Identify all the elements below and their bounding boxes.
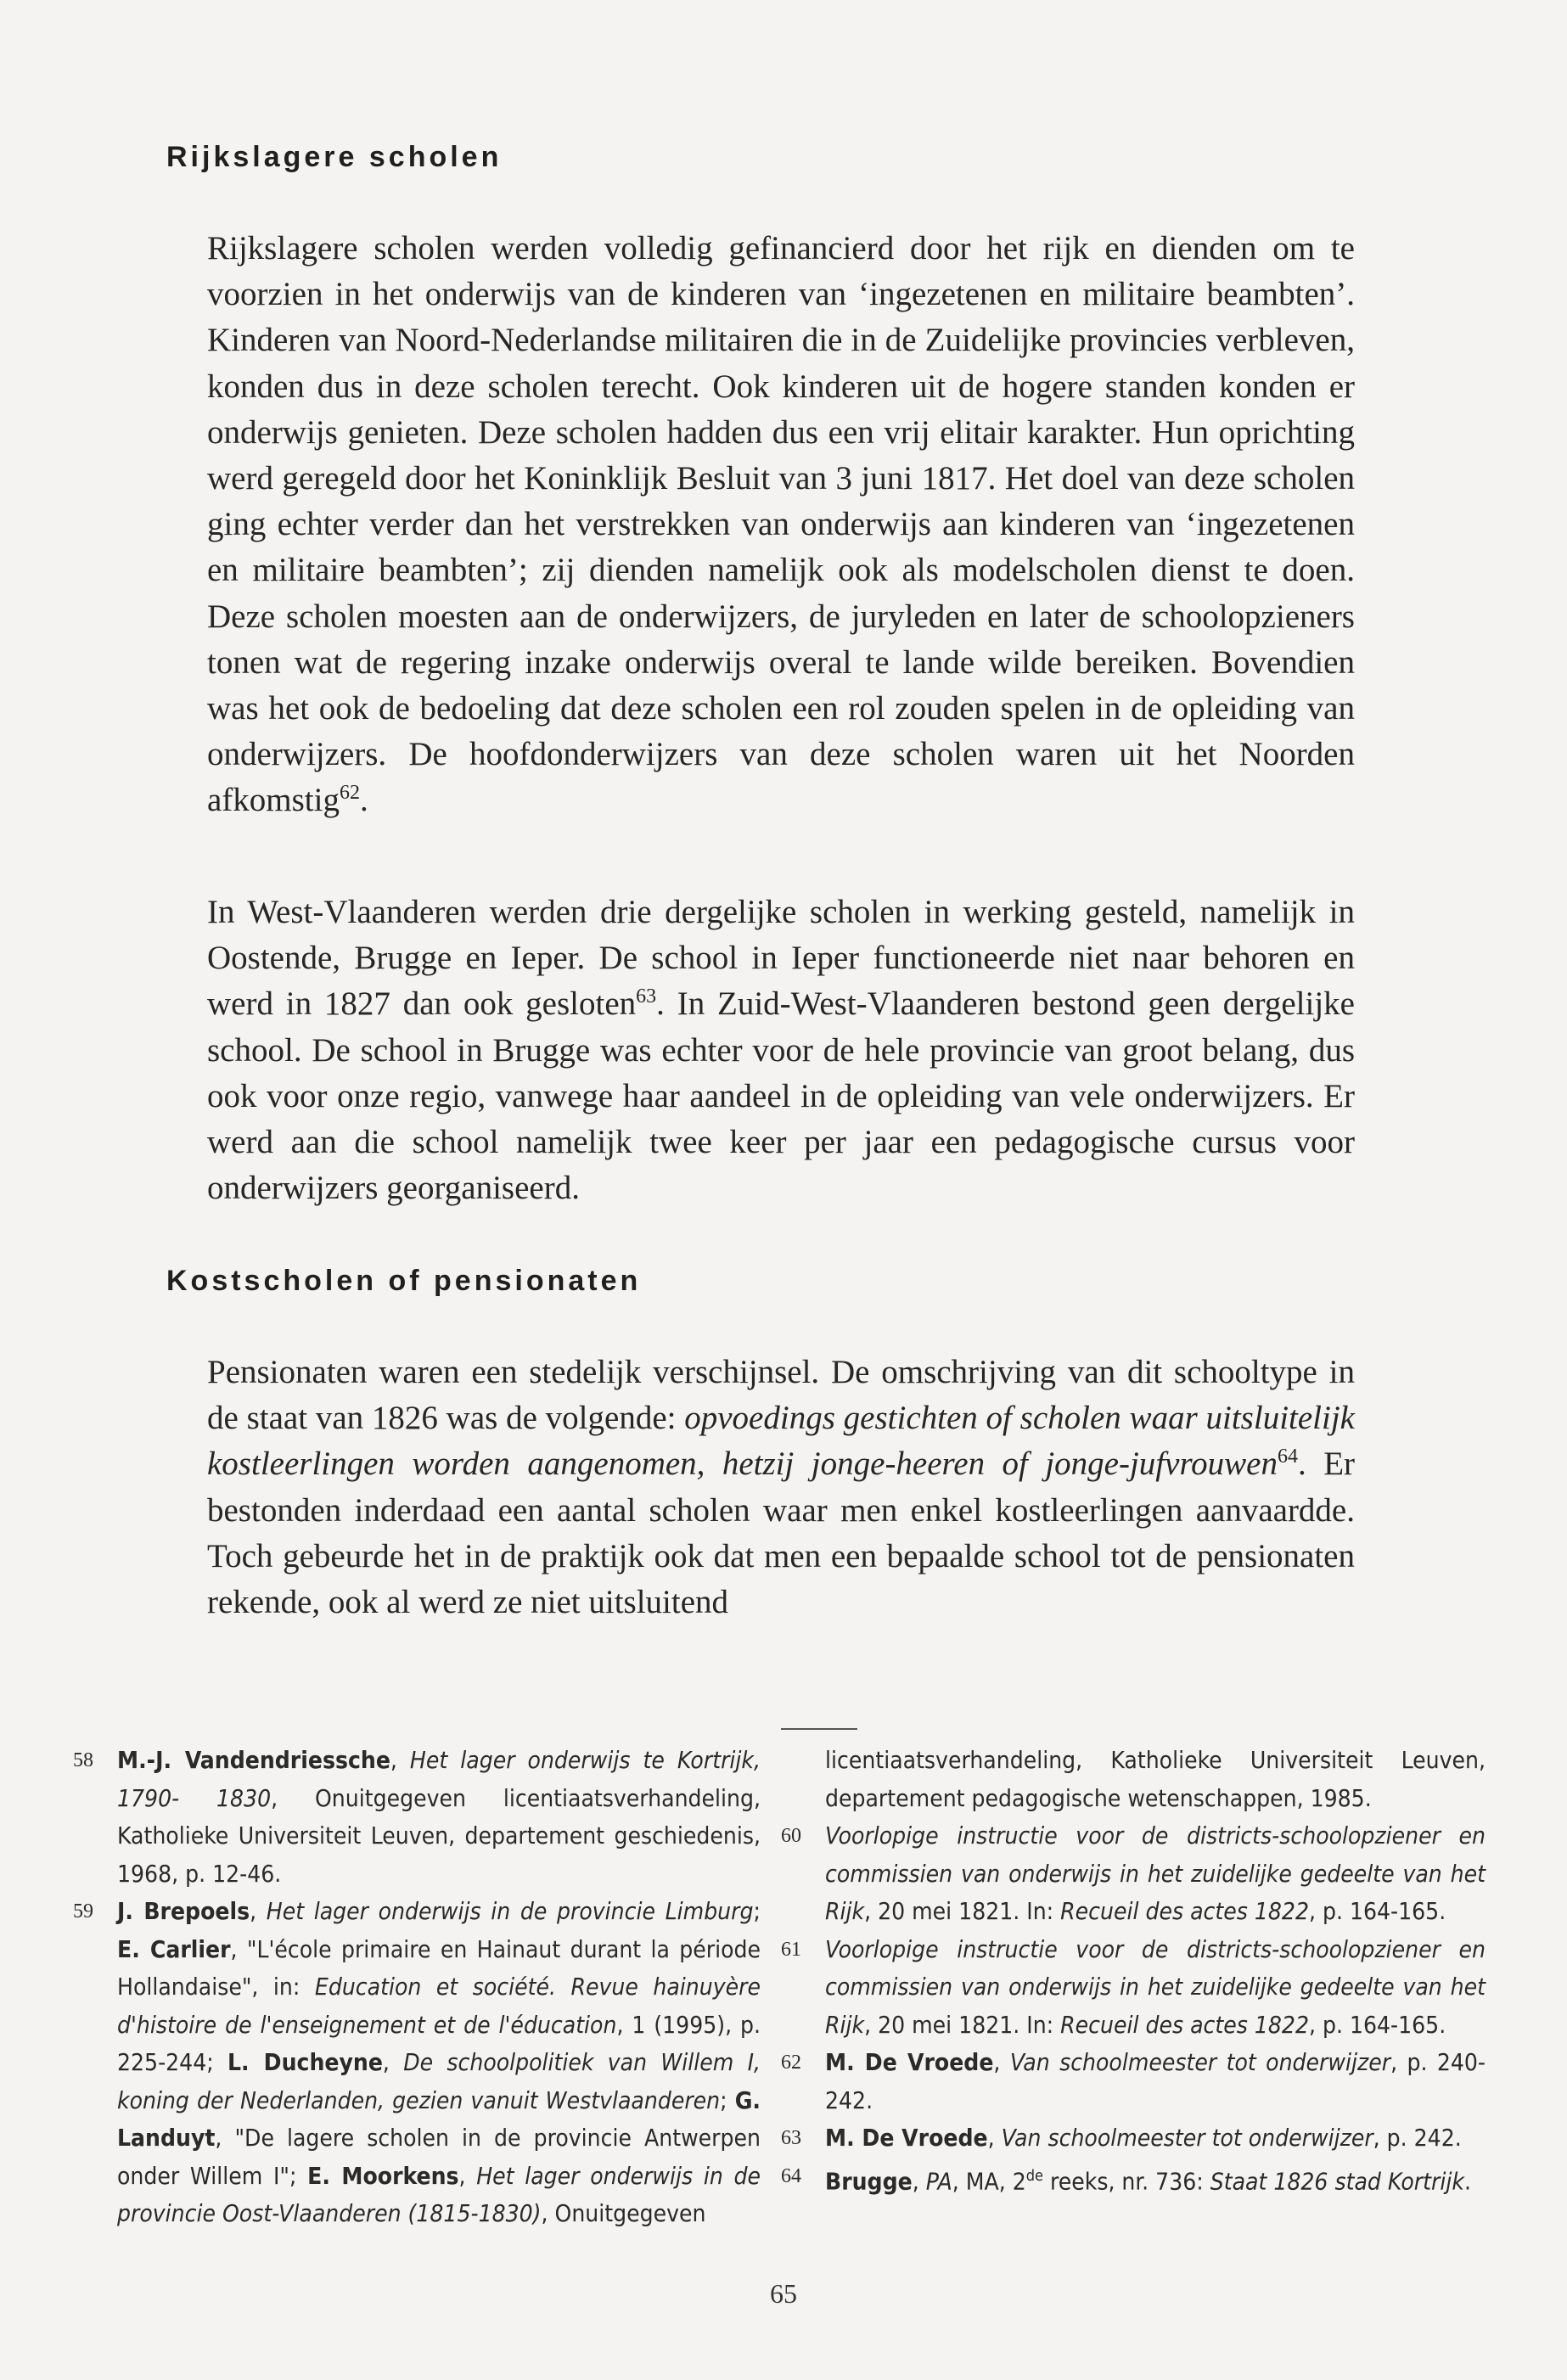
footnote-details: , 20 mei 1821. In:	[864, 1897, 1061, 1925]
footnote-details: , p. 242.	[1373, 2124, 1462, 2152]
footnote-text	[825, 1817, 1486, 1931]
footnote-text	[825, 2119, 1486, 2158]
footnote-title: De schoolpolitiek van Willem I, koning der Nederlanden, gezien vanuit Westvlaanderen	[117, 2048, 761, 2114]
footnote-separator	[781, 1728, 857, 1730]
footnote-author: Brugge	[825, 2166, 913, 2195]
footnote-title: Voorlopige instructie voor de districts-schoolopziener en commissien van onderwijs in het zuidelijke gedeelte van het Rijk	[825, 1934, 1486, 2039]
footnote-64	[781, 2158, 1486, 2201]
footnote-separator-text: ,	[912, 2166, 926, 2195]
footnote-superscript: de	[1025, 2166, 1043, 2185]
paragraph-rijkslagere-scholen	[207, 226, 1355, 824]
footnote-details: , 20 mei 1821. In:	[864, 2010, 1061, 2039]
footnote-text	[117, 1893, 761, 2233]
footnote-title: Het lager onderwijs in de provincie Oost-Vlaanderen (1815-1830)	[117, 2161, 761, 2227]
footnote-60	[781, 1817, 1486, 1931]
quoted-definition: opvoedings gestichten of scholen waar uitsluitelijk kostleerlingen worden aangenomen, hetzij jonge-heeren of jonge-jufvrouwen	[207, 1400, 1355, 1483]
footnote-separator-text: ,	[382, 2048, 404, 2076]
footnotes-left-column	[73, 1742, 761, 2233]
footnote-details: , MA, 2	[952, 2166, 1026, 2195]
paragraph-text: In West-Vlaanderen werden drie dergelijke scholen in werking gesteld, namelijk in Oostende, Brugge en Ieper. De school in Ieper functioneerde niet naar behoren en werd in 1827 dan ook gesloten	[207, 894, 1355, 1023]
footnote-number: 58	[73, 1749, 93, 1771]
footnote-author: M.-J. Vandendriessche	[117, 1746, 390, 1774]
footnote-separator-text: ;	[720, 2085, 735, 2114]
footnote-text: M.-J. Vandendriessche, Het lager onderwijs te Kortrijk, 1790- 1830, Onuitgegeven licentiaatsverhandeling, Katholieke Universiteit Leuven, departement geschiedenis, 1968, p. 12-46.	[117, 1746, 761, 1888]
paragraph-west-vlaanderen	[207, 890, 1355, 1211]
footnote-separator-text: ,	[993, 2048, 1010, 2076]
footnote-separator-text: ;	[753, 1897, 761, 1925]
footnote-ref-62: 62	[339, 782, 360, 805]
footnote-separator-text: .	[1463, 2166, 1471, 2195]
paragraph-text-cont: . In Zuid-West-Vlaanderen bestond geen dergelijke school. De school in Brugge was echter voor de hele provincie van groot belang, dus ook voor onze regio, vanwege haar aandeel in de opleiding van vele onderwijzers. Er werd aan die school namelijk twee keer per jaar een pedagogische cursus voor onderwijzers georganiseerd.	[207, 985, 1355, 1207]
footnote-title: Recueil des actes 1822	[1060, 1897, 1309, 1925]
footnote-59	[73, 1893, 761, 2233]
footnote-number: 63	[781, 2127, 801, 2149]
footnote-details: , p. 164-165.	[1308, 1897, 1446, 1925]
footnote-details: , p. 240-242.	[825, 2048, 1486, 2114]
footnote-number: 61	[781, 1938, 801, 1961]
footnote-author: M. De Vroede	[825, 2048, 994, 2076]
paragraph-text-end: .	[359, 782, 368, 819]
footnote-details: , p. 164-165.	[1308, 2010, 1446, 2039]
section-heading-kostscholen: Kostscholen of pensionaten	[166, 1265, 642, 1297]
footnotes-right-column	[781, 1742, 1486, 2200]
footnote-title: Education et société. Revue hainuyère d'histoire de l'enseignement et de l'éducation	[117, 1973, 761, 2039]
footnote-ref-63: 63	[636, 985, 657, 1008]
paragraph-text: Pensionaten waren een stedelijk verschijnsel. De omschrijving van dit schooltype in de staat van 1826 was de volgende:	[207, 1354, 1355, 1437]
footnote-details: , "L'école primaire en Hainaut durant la période Hollandaise", in:	[117, 1934, 761, 2001]
footnote-details: , "De lagere scholen in de provincie Antwerpen onder Willem I";	[117, 2124, 761, 2190]
footnote-title: Van schoolmeester tot onderwijzer	[1009, 2048, 1391, 2076]
footnote-separator-text: ,	[987, 2124, 1002, 2152]
footnote-title: Van schoolmeester tot onderwijzer	[1001, 2124, 1373, 2152]
paragraph-text: Rijkslagere scholen werden volledig gefinancierd door het rijk en dienden om te voorzien in het onderwijs van de kinderen van ‘ingezetenen en militaire beambten’. Kinderen van Noord-Nederlandse militairen die in de Zuidelijke provincies verbleven, konden dus in deze scholen terecht. Ook kinderen uit de hogere standen konden er onderwijs genieten. Deze scholen hadden dus een vrij elitair karakter. Hun oprichting werd geregeld door het Koninklijk Besluit van 3 juni 1817. Het doel van deze scholen ging echter verder dan het verstrekken van onderwijs aan kinderen van ‘ingezetenen en militaire beambten’; zij dienden namelijk ook als modelscholen dienst te doen. Deze scholen moesten aan de onderwijzers, de juryleden en later de schoolopzieners tonen wat de regering inzake onderwijs overal te lande wilde bereiken. Bovendien was het ook de bedoeling dat deze scholen een rol zouden spelen in de opleiding van onderwijzers. De hoofdonderwijzers van deze scholen waren uit het Noorden afkomstig	[207, 230, 1355, 819]
footnote-details: , 1 (1995), p. 225-244;	[117, 2010, 761, 2076]
footnote-58	[73, 1742, 761, 1893]
footnote-number: 60	[781, 1825, 801, 1847]
footnote-author: E. Moorkens	[307, 2161, 459, 2190]
footnote-61	[781, 1931, 1486, 2045]
footnote-separator-text: ,	[250, 1897, 267, 1925]
footnote-59-continuation: licentiaatsverhandeling, Katholieke Universiteit Leuven, departement pedagogische wetenschappen, 1985.	[825, 1746, 1486, 1812]
footnote-title: PA	[925, 2166, 952, 2195]
paragraph-pensionaten	[207, 1350, 1355, 1625]
footnote-text	[825, 2044, 1486, 2119]
footnote-author: E. Carlier	[117, 1934, 231, 1963]
footnote-author: M. De Vroede	[825, 2124, 988, 2152]
footnote-number: 59	[73, 1900, 93, 1923]
footnote-details: reeks, nr. 736:	[1042, 2166, 1210, 2195]
footnote-author: J. Brepoels	[117, 1897, 250, 1925]
footnote-62	[781, 2044, 1486, 2119]
footnote-author: L. Ducheyne	[227, 2048, 383, 2076]
footnote-separator-text: ,	[458, 2161, 477, 2190]
footnote-title: Staat 1826 stad Kortrijk	[1210, 2166, 1464, 2195]
footnote-63	[781, 2119, 1486, 2158]
footnote-text	[825, 1931, 1486, 2045]
footnote-number: 64	[781, 2164, 801, 2187]
paragraph-text-cont: . Er bestonden inderdaad een aantal scholen waar men enkel kostleerlingen aanvaardde. Toch gebeurde het in de praktijk ook dat men een bepaalde school tot de pensionaten rekende, ook al werd ze niet uitsluitend	[207, 1445, 1356, 1621]
footnote-number: 62	[781, 2052, 801, 2074]
footnote-title: Het lager onderwijs te Kortrijk, 1790- 1830	[117, 1746, 761, 1812]
footnote-ref-64: 64	[1278, 1445, 1298, 1468]
footnote-details: , Onuitgegeven	[541, 2199, 706, 2227]
footnote-details: , Onuitgegeven licentiaatsverhandeling, Katholieke Universiteit Leuven, departement geschiedenis, 1968, p. 12-46.	[117, 1783, 761, 1888]
footnote-title: Recueil des actes 1822	[1060, 2010, 1309, 2039]
footnote-author: G. Landuyt	[117, 2085, 761, 2152]
section-heading-rijkslagere-scholen: Rijkslagere scholen	[166, 141, 503, 173]
footnote-text	[825, 2158, 1486, 2201]
page-number: 65	[770, 2278, 797, 2309]
footnote-title: Voorlopige instructie voor de districts-schoolopziener en commissien van onderwijs in het zuidelijke gedeelte van het Rijk	[825, 1821, 1486, 1925]
footnote-title: Het lager onderwijs in de provincie Limburg	[266, 1897, 754, 1925]
